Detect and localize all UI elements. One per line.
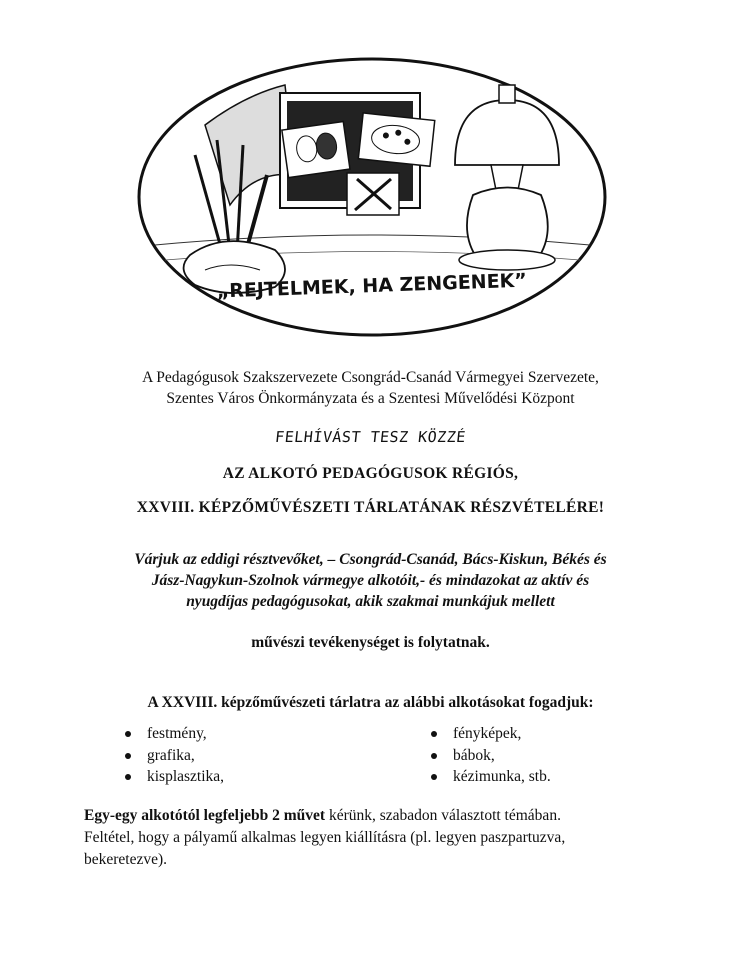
- list-item: kézimunka, stb.: [423, 766, 551, 788]
- event-logo: [135, 55, 610, 340]
- works-list-right: [423, 723, 551, 788]
- organizers-line-2: Szentes Város Önkormányzata és a Szentesi Művelődési Központ: [166, 390, 575, 407]
- logo-caption: „REJTELMEK, HA ZENGENEK”: [216, 269, 528, 303]
- conditions-line-1: [84, 805, 674, 827]
- conditions: [84, 805, 674, 871]
- list-item: kisplasztika,: [117, 766, 224, 788]
- list-item: bábok,: [423, 745, 551, 767]
- list-item: festmény,: [117, 723, 224, 745]
- conditions-line-2: Feltétel, hogy a pályamű alkalmas legyen kiállításra (pl. legyen paszpartuzva,: [84, 829, 566, 846]
- heading-line-1: AZ ALKOTÓ PEDAGÓGUSOK RÉGIÓS,: [222, 465, 519, 482]
- logo-illustration-icon: [135, 55, 610, 340]
- organizers: [0, 367, 741, 409]
- accepted-works-title: A XXVIII. képzőművészeti tárlatra az alábbi alkotásokat fogadjuk:: [147, 694, 594, 711]
- artistic-activity: művészi tevékenységet is folytatnak.: [251, 634, 490, 651]
- conditions-rest: kérünk, szabadon választott témában.: [325, 807, 561, 824]
- organizers-line-1: A Pedagógusok Szakszervezete Csongrád-Csanád Vármegyei Szervezete,: [142, 369, 599, 386]
- list-item: grafika,: [117, 745, 224, 767]
- works-list-left: [117, 723, 224, 788]
- announcement: FELHÍVÁST TESZ KÖZZÉ: [274, 428, 467, 446]
- conditions-bold: Egy-egy alkotótól legfeljebb 2 művet: [84, 807, 326, 824]
- heading-line-2: XXVIII. KÉPZŐMŰVÉSZETI TÁRLATÁNAK RÉSZVÉTELÉRE!: [136, 499, 605, 516]
- invitation-text: [0, 549, 741, 612]
- invitation-line-3: nyugdíjas pedagógusokat, akik szakmai munkájuk mellett: [186, 593, 555, 610]
- invitation-line-2: Jász-Nagykun-Szolnok vármegye alkotóit,- és mindazokat az aktív és: [151, 572, 590, 589]
- conditions-line-3: bekeretezve).: [84, 851, 168, 868]
- list-item: fényképek,: [423, 723, 551, 745]
- invitation-line-1: Várjuk az eddigi résztvevőket, – Csongrád-Csanád, Bács-Kiskun, Békés és: [134, 551, 607, 568]
